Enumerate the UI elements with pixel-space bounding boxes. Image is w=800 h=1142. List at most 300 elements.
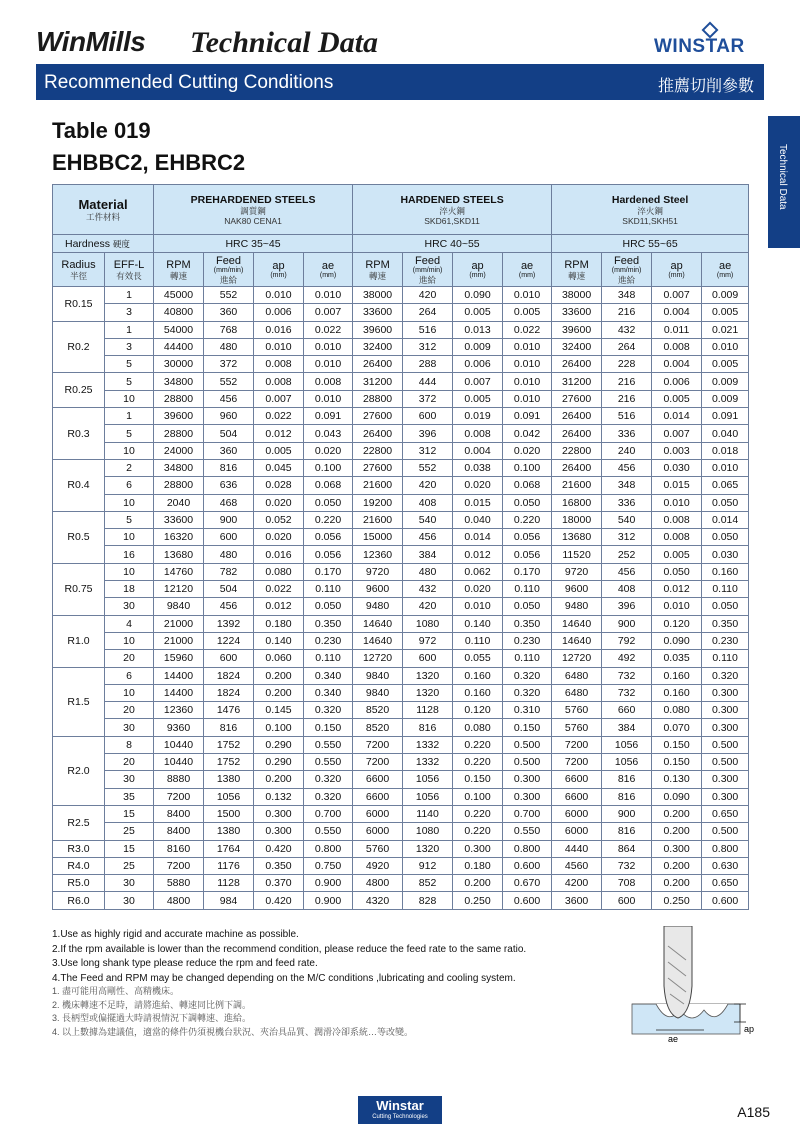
table-row (53, 840, 749, 857)
page-heading: Technical Data (190, 26, 379, 59)
effl-cell: 6 (105, 667, 154, 684)
value-cell: 444 (403, 373, 453, 390)
value-cell: 0.110 (503, 650, 552, 667)
value-cell: 396 (602, 598, 652, 615)
value-cell: 38000 (353, 287, 403, 304)
value-cell: 900 (602, 805, 652, 822)
value-cell: 0.200 (254, 667, 304, 684)
value-cell: 660 (602, 702, 652, 719)
value-cell: 14640 (353, 615, 403, 632)
value-cell: 960 (204, 408, 254, 425)
table-row (53, 805, 749, 822)
value-cell: 0.110 (702, 650, 749, 667)
value-cell: 33600 (552, 304, 602, 321)
value-cell: 8400 (154, 805, 204, 822)
value-cell: 34800 (154, 373, 204, 390)
value-cell: 0.200 (453, 875, 503, 892)
effl-cell: 4 (105, 615, 154, 632)
table-row (53, 442, 749, 459)
value-cell: 54000 (154, 321, 204, 338)
value-cell: 0.160 (652, 667, 702, 684)
value-cell: 6480 (552, 667, 602, 684)
effl-cell: 5 (105, 356, 154, 373)
value-cell: 9840 (154, 598, 204, 615)
note-line: 2.If the rpm available is lower than the recommend condition, please reduce the feed rate to the same ratio. (52, 943, 527, 955)
value-cell: 0.132 (254, 788, 304, 805)
value-cell: 21600 (552, 477, 602, 494)
value-cell: 0.290 (254, 754, 304, 771)
value-cell: 8520 (353, 719, 403, 736)
value-cell: 31200 (353, 373, 403, 390)
value-cell: 252 (602, 546, 652, 563)
value-cell: 0.007 (254, 390, 304, 407)
table-row (53, 598, 749, 615)
value-cell: 14640 (552, 632, 602, 649)
value-cell: 0.012 (254, 598, 304, 615)
effl-cell: 3 (105, 338, 154, 355)
value-cell: 0.160 (453, 684, 503, 701)
value-cell: 0.350 (702, 615, 749, 632)
value-cell: 4560 (552, 857, 602, 874)
table-row (53, 356, 749, 373)
value-cell: 0.008 (652, 529, 702, 546)
value-cell: 0.004 (652, 304, 702, 321)
table-row (53, 338, 749, 355)
value-cell: 816 (204, 719, 254, 736)
value-cell: 0.300 (254, 805, 304, 822)
radius-cell: R0.4 (53, 459, 105, 511)
col-feed: Feed (mm/min) 進給 (602, 253, 652, 287)
value-cell: 0.350 (254, 857, 304, 874)
value-cell: 816 (602, 823, 652, 840)
banner-title-zh: 推薦切削參數 (657, 78, 754, 95)
value-cell: 0.300 (254, 823, 304, 840)
value-cell: 384 (403, 546, 453, 563)
value-cell: 0.021 (702, 321, 749, 338)
table-row (53, 390, 749, 407)
value-cell: 0.005 (652, 546, 702, 563)
table-row (53, 581, 749, 598)
value-cell: 0.500 (503, 754, 552, 771)
value-cell: 0.550 (304, 823, 353, 840)
value-cell: 0.150 (652, 736, 702, 753)
effl-cell: 10 (105, 494, 154, 511)
value-cell: 15960 (154, 650, 204, 667)
value-cell: 0.015 (652, 477, 702, 494)
value-cell: 0.310 (503, 702, 552, 719)
table-row (53, 494, 749, 511)
value-cell: 636 (204, 477, 254, 494)
value-cell: 14640 (353, 632, 403, 649)
value-cell: 14400 (154, 667, 204, 684)
value-cell: 600 (403, 408, 453, 425)
value-cell: 0.050 (304, 494, 353, 511)
value-cell: 0.007 (304, 304, 353, 321)
value-cell: 7200 (154, 788, 204, 805)
effl-cell: 35 (105, 788, 154, 805)
radius-cell: R0.5 (53, 511, 105, 563)
value-cell: 0.010 (652, 598, 702, 615)
value-cell: 552 (204, 373, 254, 390)
radius-cell: R0.2 (53, 321, 105, 373)
hardness-prehardened: HRC 35~45 (154, 235, 353, 253)
value-cell: 7200 (353, 754, 403, 771)
effl-cell: 15 (105, 840, 154, 857)
value-cell: 0.030 (702, 546, 749, 563)
value-cell: 732 (602, 857, 652, 874)
value-cell: 13680 (552, 529, 602, 546)
value-cell: 0.060 (254, 650, 304, 667)
value-cell: 27600 (353, 408, 403, 425)
value-cell: 12720 (552, 650, 602, 667)
value-cell: 39600 (353, 321, 403, 338)
value-cell: 0.014 (702, 511, 749, 528)
value-cell: 420 (403, 477, 453, 494)
col-rpm: RPM 轉速 (154, 253, 204, 287)
value-cell: 0.200 (652, 857, 702, 874)
value-cell: 0.150 (652, 754, 702, 771)
value-cell: 0.007 (453, 373, 503, 390)
value-cell: 1332 (403, 736, 453, 753)
value-cell: 0.180 (254, 615, 304, 632)
value-cell: 14760 (154, 563, 204, 580)
value-cell: 600 (602, 892, 652, 909)
value-cell: 480 (204, 546, 254, 563)
value-cell: 0.006 (254, 304, 304, 321)
value-cell: 456 (204, 598, 254, 615)
hardness-hardened-high: HRC 55~65 (552, 235, 749, 253)
value-cell: 0.320 (304, 702, 353, 719)
value-cell: 9600 (353, 581, 403, 598)
value-cell: 0.300 (652, 840, 702, 857)
value-cell: 360 (204, 442, 254, 459)
value-cell: 1476 (204, 702, 254, 719)
value-cell: 782 (204, 563, 254, 580)
value-cell: 4800 (154, 892, 204, 909)
value-cell: 0.010 (304, 390, 353, 407)
table-row (53, 321, 749, 338)
value-cell: 1056 (602, 736, 652, 753)
table-row (53, 719, 749, 736)
value-cell: 5760 (552, 702, 602, 719)
value-cell: 5880 (154, 875, 204, 892)
effl-cell: 20 (105, 650, 154, 667)
value-cell: 0.010 (453, 598, 503, 615)
value-cell: 0.160 (453, 667, 503, 684)
value-cell: 1332 (403, 754, 453, 771)
value-cell: 0.600 (503, 892, 552, 909)
value-cell: 0.008 (652, 511, 702, 528)
value-cell: 0.800 (702, 840, 749, 857)
note-line-zh: 3. 長柄型或偏擺過大時請視情況下調轉速、進給。 (52, 1013, 252, 1023)
table-row (53, 563, 749, 580)
value-cell: 456 (204, 390, 254, 407)
value-cell: 372 (204, 356, 254, 373)
col-ae: ae (mm) (503, 253, 552, 287)
value-cell: 0.140 (453, 615, 503, 632)
value-cell: 0.011 (652, 321, 702, 338)
value-cell: 22800 (552, 442, 602, 459)
value-cell: 0.062 (453, 563, 503, 580)
col-ae: ae (mm) (304, 253, 353, 287)
radius-cell: R2.0 (53, 736, 105, 805)
value-cell: 0.010 (304, 287, 353, 304)
value-cell: 9480 (552, 598, 602, 615)
value-cell: 0.500 (702, 736, 749, 753)
value-cell: 912 (403, 857, 453, 874)
value-cell: 21600 (353, 511, 403, 528)
value-cell: 31200 (552, 373, 602, 390)
value-cell: 0.300 (702, 771, 749, 788)
value-cell: 504 (204, 425, 254, 442)
value-cell: 0.050 (652, 563, 702, 580)
table-row (53, 736, 749, 753)
value-cell: 0.200 (652, 875, 702, 892)
hardness-label: Hardness 硬度 (53, 235, 154, 253)
col-effl: EFF-L 有效長 (105, 253, 154, 287)
value-cell: 0.100 (453, 788, 503, 805)
value-cell: 0.091 (304, 408, 353, 425)
value-cell: 0.005 (453, 390, 503, 407)
value-cell: 0.150 (503, 719, 552, 736)
value-cell: 1392 (204, 615, 254, 632)
value-cell: 0.300 (702, 788, 749, 805)
value-cell: 816 (204, 459, 254, 476)
value-cell: 40800 (154, 304, 204, 321)
effl-cell: 5 (105, 373, 154, 390)
value-cell: 0.300 (702, 702, 749, 719)
value-cell: 0.650 (702, 805, 749, 822)
value-cell: 0.038 (453, 459, 503, 476)
value-cell: 34800 (154, 459, 204, 476)
value-cell: 11520 (552, 546, 602, 563)
value-cell: 492 (602, 650, 652, 667)
value-cell: 0.220 (453, 823, 503, 840)
value-cell: 0.010 (503, 373, 552, 390)
footer-logo: Winstar Cutting Technologies (358, 1096, 442, 1124)
table-row (53, 304, 749, 321)
value-cell: 9720 (552, 563, 602, 580)
value-cell: 1224 (204, 632, 254, 649)
value-cell: 0.800 (503, 840, 552, 857)
value-cell: 900 (204, 511, 254, 528)
value-cell: 0.040 (702, 425, 749, 442)
value-cell: 0.140 (254, 632, 304, 649)
value-cell: 21000 (154, 615, 204, 632)
value-cell: 14400 (154, 684, 204, 701)
value-cell: 456 (403, 529, 453, 546)
value-cell: 0.010 (503, 287, 552, 304)
value-cell: 0.220 (453, 736, 503, 753)
value-cell: 13680 (154, 546, 204, 563)
value-cell: 1056 (602, 754, 652, 771)
value-cell: 0.056 (503, 529, 552, 546)
value-cell: 0.012 (652, 581, 702, 598)
value-cell: 828 (403, 892, 453, 909)
value-cell: 0.320 (503, 684, 552, 701)
value-cell: 0.010 (254, 287, 304, 304)
value-cell: 216 (602, 373, 652, 390)
value-cell: 0.010 (254, 338, 304, 355)
value-cell: 0.070 (652, 719, 702, 736)
value-cell: 0.012 (453, 546, 503, 563)
effl-cell: 8 (105, 736, 154, 753)
value-cell: 552 (204, 287, 254, 304)
value-cell: 6600 (552, 788, 602, 805)
note-line-zh: 4. 以上數據為建議值，適當的條件仍須視機台狀況、夾治具品質、潤滑冷卻系統…等改變。 (52, 1026, 414, 1037)
value-cell: 0.056 (304, 529, 353, 546)
value-cell: 10440 (154, 754, 204, 771)
value-cell: 0.145 (254, 702, 304, 719)
value-cell: 1080 (403, 823, 453, 840)
value-cell: 4920 (353, 857, 403, 874)
value-cell: 0.007 (652, 287, 702, 304)
value-cell: 0.050 (702, 529, 749, 546)
company-logo: WINSTAR (654, 34, 764, 58)
value-cell: 0.019 (453, 408, 503, 425)
value-cell: 7200 (552, 754, 602, 771)
value-cell: 0.012 (254, 425, 304, 442)
radius-cell: R0.3 (53, 408, 105, 460)
value-cell: 0.320 (304, 788, 353, 805)
value-cell: 9360 (154, 719, 204, 736)
value-cell: 816 (403, 719, 453, 736)
value-cell: 336 (602, 425, 652, 442)
col-rpm: RPM 轉速 (552, 253, 602, 287)
value-cell: 1752 (204, 754, 254, 771)
value-cell: 4800 (353, 875, 403, 892)
value-cell: 0.090 (453, 287, 503, 304)
value-cell: 0.600 (503, 857, 552, 874)
table-row (53, 754, 749, 771)
col-ae: ae (mm) (702, 253, 749, 287)
value-cell: 28800 (154, 390, 204, 407)
table-row (53, 823, 749, 840)
value-cell: 0.300 (702, 719, 749, 736)
value-cell: 1824 (204, 667, 254, 684)
value-cell: 0.340 (304, 684, 353, 701)
value-cell: 0.700 (503, 805, 552, 822)
table-row (53, 684, 749, 701)
value-cell: 44400 (154, 338, 204, 355)
value-cell: 0.005 (702, 304, 749, 321)
value-cell: 0.003 (652, 442, 702, 459)
radius-cell: R1.5 (53, 667, 105, 736)
section-banner (36, 64, 764, 100)
value-cell: 0.010 (304, 356, 353, 373)
value-cell: 0.150 (453, 771, 503, 788)
value-cell: 0.120 (453, 702, 503, 719)
value-cell: 0.006 (453, 356, 503, 373)
effl-cell: 1 (105, 287, 154, 304)
notes-en (52, 928, 526, 986)
value-cell: 0.290 (254, 736, 304, 753)
value-cell: 900 (602, 615, 652, 632)
value-cell: 1380 (204, 771, 254, 788)
value-cell: 264 (602, 338, 652, 355)
effl-cell: 5 (105, 425, 154, 442)
table-row (53, 511, 749, 528)
value-cell: 0.022 (254, 581, 304, 598)
value-cell: 0.005 (453, 304, 503, 321)
table-row (53, 425, 749, 442)
value-cell: 816 (602, 788, 652, 805)
effl-cell: 10 (105, 632, 154, 649)
value-cell: 6000 (552, 805, 602, 822)
value-cell: 480 (403, 563, 453, 580)
banner-title: Recommended Cutting Conditions (44, 72, 334, 93)
value-cell: 2040 (154, 494, 204, 511)
value-cell: 384 (602, 719, 652, 736)
side-tab: Technical Data (768, 116, 800, 248)
value-cell: 6600 (552, 771, 602, 788)
col-ap: ap (mm) (254, 253, 304, 287)
effl-cell: 25 (105, 857, 154, 874)
value-cell: 0.550 (304, 736, 353, 753)
value-cell: 0.160 (702, 563, 749, 580)
value-cell: 0.010 (503, 338, 552, 355)
effl-cell: 15 (105, 805, 154, 822)
group-header-prehardened: PREHARDENED STEELS 調質鋼 NAK80 CENA1 (154, 185, 353, 235)
value-cell: 552 (403, 459, 453, 476)
value-cell: 0.100 (503, 459, 552, 476)
radius-cell: R6.0 (53, 892, 105, 909)
value-cell: 45000 (154, 287, 204, 304)
effl-cell: 10 (105, 563, 154, 580)
value-cell: 0.005 (702, 356, 749, 373)
effl-cell: 5 (105, 511, 154, 528)
table-row (53, 477, 749, 494)
ap-label: ap (744, 1024, 755, 1034)
value-cell: 1056 (403, 771, 453, 788)
effl-cell: 1 (105, 408, 154, 425)
value-cell: 7200 (353, 736, 403, 753)
value-cell: 0.180 (453, 857, 503, 874)
value-cell: 600 (204, 529, 254, 546)
value-cell: 0.220 (304, 511, 353, 528)
value-cell: 0.020 (304, 442, 353, 459)
value-cell: 0.010 (702, 459, 749, 476)
value-cell: 0.018 (702, 442, 749, 459)
value-cell: 0.320 (304, 771, 353, 788)
value-cell: 972 (403, 632, 453, 649)
value-cell: 27600 (353, 459, 403, 476)
value-cell: 9480 (353, 598, 403, 615)
value-cell: 33600 (154, 511, 204, 528)
value-cell: 4200 (552, 875, 602, 892)
value-cell: 8880 (154, 771, 204, 788)
effl-cell: 30 (105, 598, 154, 615)
value-cell: 0.300 (503, 771, 552, 788)
hardness-hardened: HRC 40~55 (353, 235, 552, 253)
value-cell: 0.110 (304, 581, 353, 598)
value-cell: 0.350 (304, 615, 353, 632)
col-radius: Radius 半徑 (53, 253, 105, 287)
value-cell: 312 (403, 442, 453, 459)
value-cell: 12120 (154, 581, 204, 598)
value-cell: 540 (602, 511, 652, 528)
table-row (53, 702, 749, 719)
value-cell: 26400 (353, 356, 403, 373)
value-cell: 0.250 (652, 892, 702, 909)
value-cell: 0.080 (652, 702, 702, 719)
value-cell: 864 (602, 840, 652, 857)
value-cell: 0.005 (503, 304, 552, 321)
effl-cell: 3 (105, 304, 154, 321)
effl-cell: 20 (105, 754, 154, 771)
table-row (53, 546, 749, 563)
group-header-hardened-high: Hardened Steel 淬火鋼 SKD11,SKH51 (552, 185, 749, 235)
